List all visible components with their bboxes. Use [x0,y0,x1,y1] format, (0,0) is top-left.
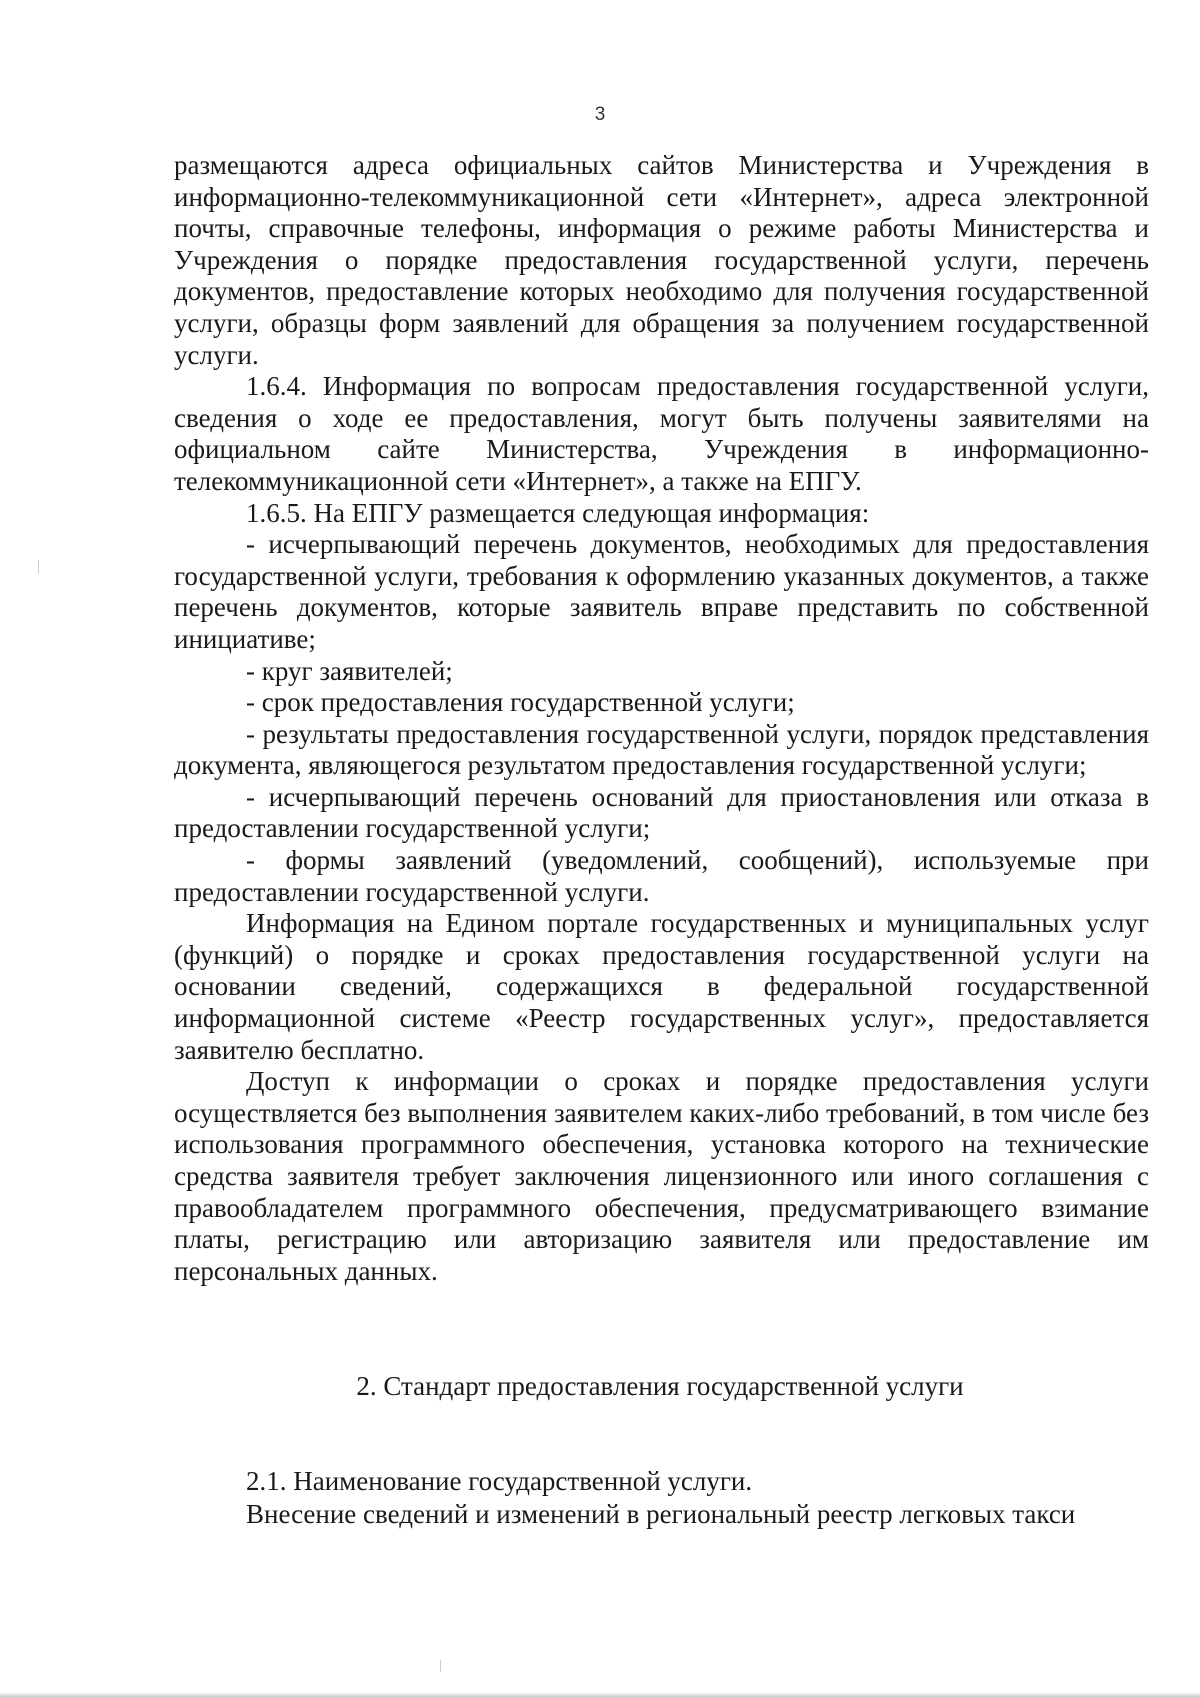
list-item: - результаты предоставления государственной услуги, порядок представления документа, являющегося результатом предоставления государственной услуги; [174,718,1149,781]
list-item: - исчерпывающий перечень документов, необходимых для предоставления государственной услуги, требования к оформлению указанных документов, а также перечень документов, которые заявитель вправе представить по собственной инициативе; [174,529,1149,654]
list-item: - круг заявителей; [246,655,453,686]
paragraph: 1.6.4. Информация по вопросам предоставления государственной услуги, сведения о ходе ее предоставления, могут быть получены заявителями на официальном сайте Министерства, Учреждения в информационно-телекоммуникационной сети «Интернет», а также на ЕПГУ. [174,371,1149,496]
section-item-title: 2.1. Наименование государственной услуги. [246,1466,753,1496]
page-number: 3 [594,104,606,125]
scan-edge [0,1692,1200,1698]
paragraph: размещаются адреса официальных сайтов Министерства и Учреждения в информационно-телекоммуникационной сети «Интернет», адреса электронной почты, справочные телефоны, информация о режиме работы Министерства и Учреждения о порядке предоставления государственной услуги, перечень документов, предоставление которых необходимо для получения государственной услуги, образцы форм заявлений для обращения за получением государственной услуги. [174,150,1149,370]
paragraph: Информация на Едином портале государственных и муниципальных услуг (функций) о порядке и сроках предоставления государственной услуги на основании сведений, содержащихся в федеральной государственной информационной системе «Реестр государственных услуг», предоставляется заявителю бесплатно. [174,908,1149,1065]
paragraph: Доступ к информации о сроках и порядке предоставления услуги осуществляется без выполнения заявителем каких-либо требований, в том числе без использования программного обеспечения, установка которого на технические средства заявителя требует заключения лицензионного или иного соглашения с правообладателем программного обеспечения, предусматривающего взимание платы, регистрацию или авторизацию заявителя или предоставление им персональных данных. [174,1066,1149,1286]
section-heading: 2. Стандарт предоставления государственной услуги [356,1371,964,1401]
scan-artifact [38,560,39,574]
list-item: - формы заявлений (уведомлений, сообщений), используемые при предоставлении государственной услуги. [174,845,1149,907]
section-2-body [174,1465,1149,1531]
list-item: - срок предоставления государственной услуги; [246,687,795,718]
section-item-text: Внесение сведений и изменений в региональный реестр легковых такси [246,1499,1076,1529]
scan-artifact [440,1660,441,1672]
paragraph: 1.6.5. На ЕПГУ размещается следующая информация: [246,497,870,528]
list-item: - исчерпывающий перечень оснований для приостановления или отказа в предоставлении государственной услуги; [174,781,1149,844]
body-text [174,150,1149,1287]
